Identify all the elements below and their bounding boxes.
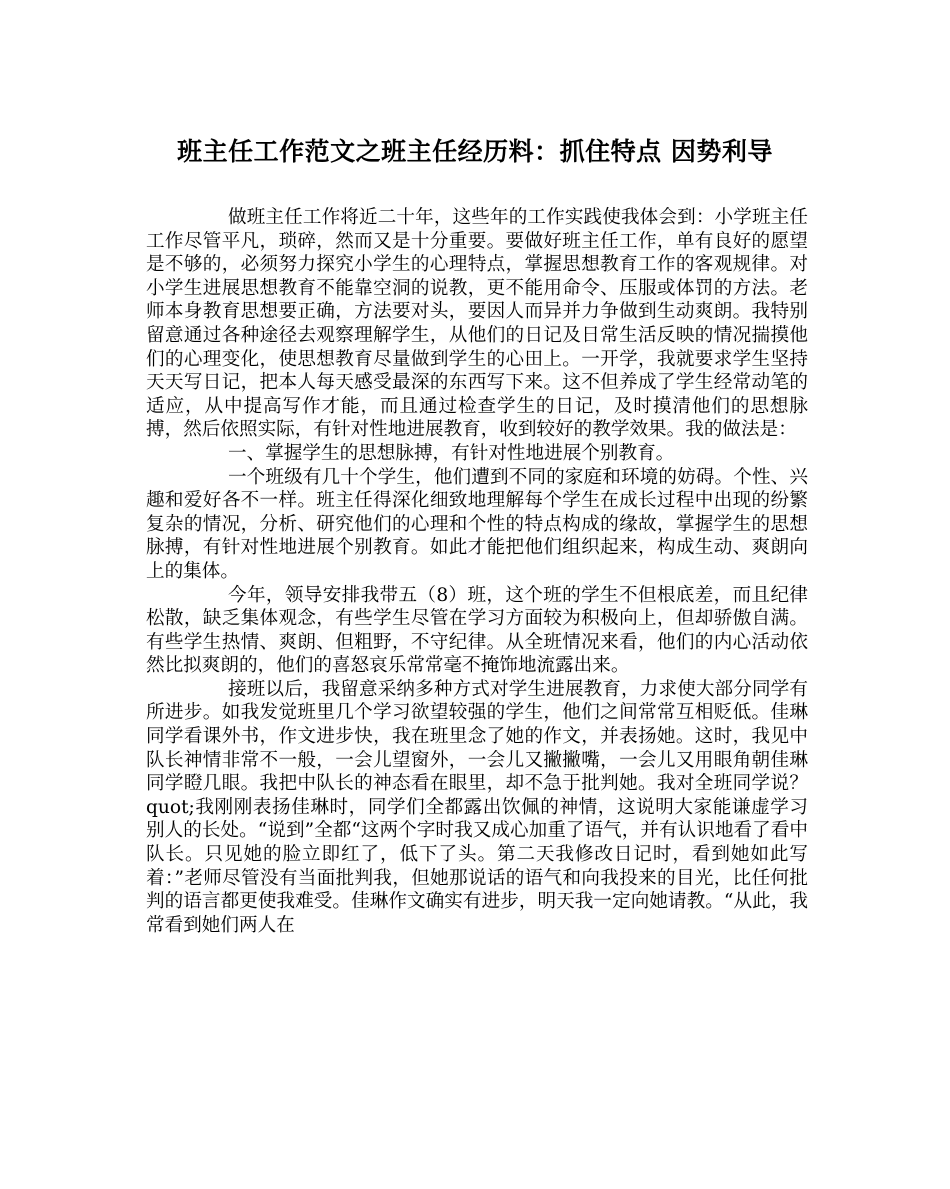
paragraph-intro: 做班主任工作将近二十年，这些年的工作实践使我体会到：小学班主任工作尽管平凡，琐碎，然而又是十分重要。要做好班主任工作，单有良好的愿望是不够的，必须努力探究小学生的心理特点，掌握思想教育工作的客观规律。对小学生进展思想教育不能靠空洞的说教，更不能用命令、压服或体罚的方法。老师本身教育思想要正确，方法要对头，要因人而异并力争做到生动爽朗。我特别留意通过各种途径去观察理解学生，从他们的日记及日常生活反映的情况揣摸他们的心理变化，使思想教育尽量做到学生的心田上。一开学，我就要求学生坚持天天写日记，把本人每天感受最深的东西写下来。这不但养成了学生经常动笔的适应，从中提高写作才能，而且通过检查学生的日记，及时摸清他们的思想脉搏，然后依照实际，有针对性地进展教育，收到较好的教学效果。我的做法是： <box>146 207 808 441</box>
paragraph-class-overview: 一个班级有几十个学生，他们遭到不同的家庭和环境的妨碍。个性、兴趣和爱好各不一样。班主任得深化细致地理解每个学生在成长过程中出现的纷繁复杂的情况，分析、研究他们的心理和个性的特点构成的缘故，掌握学生的思想脉搏，有针对性地进展个别教育。如此才能把他们组织起来，构成生动、爽朗向上的集体。 <box>146 466 808 582</box>
paragraph-after-taking-class: 接班以后，我留意采纳多种方式对学生进展教育，力求使大部分同学有所进步。如我发觉班里几个学习欲望较强的学生，他们之间常常互相贬低。佳琳同学看课外书，作文进步快，我在班里念了她的作文，并表扬她。这时，我见中队长神情非常不一般，一会儿望窗外，一会儿又撇撇嘴，一会儿又用眼角朝佳琳同学瞪几眼。我把中队长的神态看在眼里，却不急于批判她。我对全班同学说？quot;我刚刚表扬佳琳时，同学们全都露出饮佩的神情，这说明大家能谦虚学习别人的长处。“说到”全都“这两个字时我又成心加重了语气，并有认识地看了看中队长。只见她的脸立即红了，低下了头。第二天我修改日记时，看到她如此写着：”老师尽管没有当面批判我，但她那说话的语气和向我投来的目光，比任何批判的语言都更使我难受。佳琳作文确实有进步，明天我一定向她请教。“从此，我常看到她们两人在 <box>146 678 808 936</box>
section-heading-1: 一、掌握学生的思想脉搏，有针对性地进展个别教育。 <box>228 442 675 464</box>
paragraph-this-year: 今年，领导安排我带五（8）班，这个班的学生不但根底差，而且纪律松散，缺乏集体观念，有些学生尽管在学习方面较为积极向上，但却骄傲自满。有些学生热情、爽朗、但粗野，不守纪律。从全班情况来看，他们的内心活动依然比拟爽朗的，他们的喜怒哀乐常常毫不掩饰地流露出来。 <box>146 584 808 677</box>
document-body <box>146 206 808 937</box>
document-title: 班主任工作范文之班主任经历料：抓住特点 因势利导 <box>177 137 773 166</box>
